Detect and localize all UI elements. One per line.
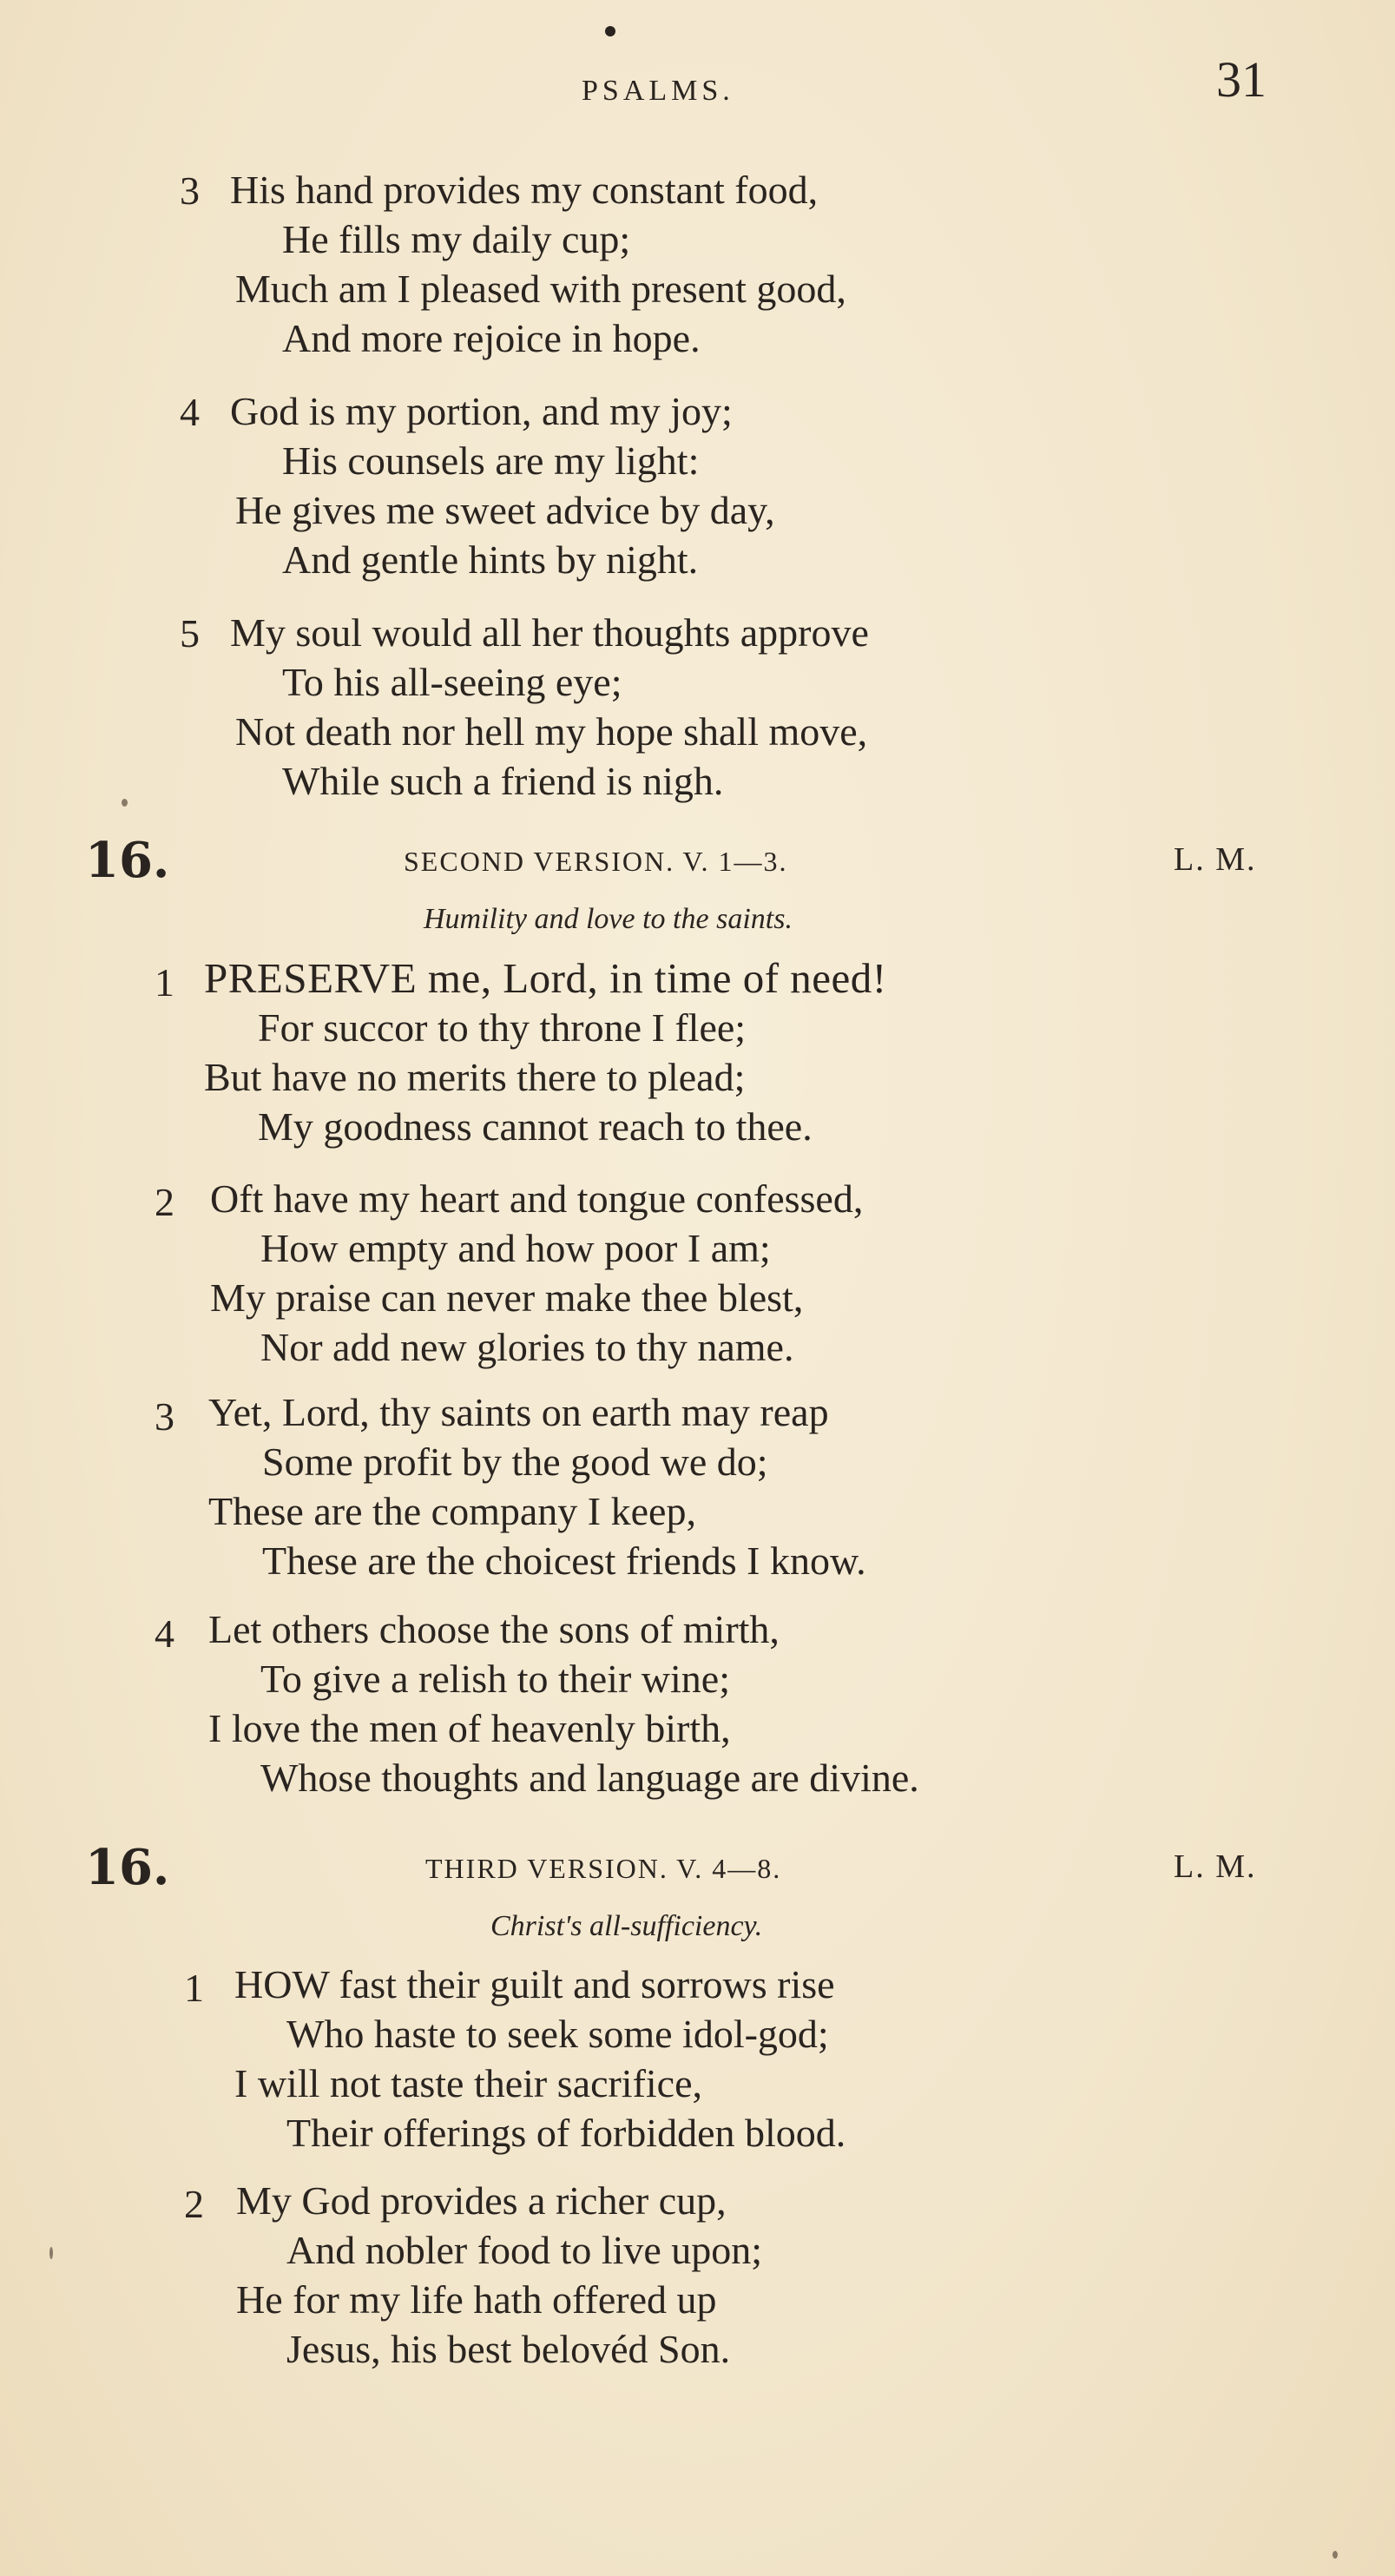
verse-line: His hand provides my constant food, <box>230 168 819 212</box>
stanza-second-2 <box>210 1174 863 1372</box>
verse-line: These are the company I keep, <box>208 1489 696 1533</box>
section-subtitle: Christ's all-sufficiency. <box>490 1910 763 1942</box>
verse-line: My goodness cannot reach to thee. <box>258 1104 813 1149</box>
paper-speck <box>49 2247 53 2259</box>
psalm-number: 16. <box>85 1839 170 1896</box>
verse-line: And gentle hints by night. <box>282 537 699 582</box>
stanza-second-4 <box>208 1604 919 1802</box>
verse-number: 4 <box>180 390 200 434</box>
verse-line: Jesus, his best belovéd Son. <box>286 2327 731 2371</box>
paper-speck <box>1332 2551 1338 2559</box>
stanza-second-1 <box>204 953 887 1151</box>
paper-speck <box>122 799 128 807</box>
verse-line: Not death nor hell my hope shall move, <box>235 709 868 754</box>
verse-number: 2 <box>155 1180 174 1224</box>
verse-line: He fills my daily cup; <box>282 217 631 261</box>
verse-line: My God provides a richer cup, <box>236 2178 727 2223</box>
verse-line: His counsels are my light: <box>282 438 700 483</box>
verse-number: 4 <box>155 1611 174 1656</box>
verse-number: 3 <box>180 168 200 213</box>
printer-mark <box>605 26 615 36</box>
version-title: SECOND VERSION. V. 1—3. <box>404 846 788 877</box>
section-subtitle: Humility and love to the saints. <box>424 903 793 935</box>
verse-line: How empty and how poor I am; <box>260 1226 771 1270</box>
verse-line: I will not taste their sacrifice, <box>234 2061 703 2105</box>
stanza-top-3 <box>230 165 846 363</box>
verse-line: My soul would all her thoughts approve <box>230 610 869 655</box>
verse-line: For succor to thy throne I flee; <box>258 1005 747 1050</box>
running-head: PSALMS. <box>582 75 734 107</box>
verse-line: He gives me sweet advice by day, <box>235 488 775 532</box>
verse-line: Let others choose the sons of mirth, <box>208 1607 780 1651</box>
verse-line: To his all-seeing eye; <box>282 660 622 704</box>
verse-line: HOW fast their guilt and sorrows rise <box>234 1962 835 2006</box>
verse-line: I love the men of heavenly birth, <box>208 1706 731 1750</box>
verse-line: But have no merits there to plead; <box>204 1055 746 1099</box>
verse-line: Some profit by the good we do; <box>262 1440 768 1484</box>
verse-line: To give a relish to their wine; <box>260 1657 730 1701</box>
verse-line: PRESERVE me, Lord, in time of need! <box>204 954 887 1002</box>
verse-line: And nobler food to live upon; <box>286 2228 763 2272</box>
verse-line: Much am I pleased with present good, <box>235 267 846 311</box>
verse-line: Their offerings of forbidden blood. <box>286 2111 846 2155</box>
version-title: THIRD VERSION. V. 4—8. <box>425 1853 782 1884</box>
meter-label: L. M. <box>1174 1848 1257 1885</box>
page-number: 31 <box>1216 51 1267 108</box>
verse-line: While such a friend is nigh. <box>282 759 724 803</box>
verse-number: 5 <box>180 611 200 656</box>
verse-number: 1 <box>184 1966 204 2010</box>
verse-line: Oft have my heart and tongue confessed, <box>210 1176 864 1221</box>
stanza-top-5 <box>230 608 869 806</box>
stanza-third-1 <box>234 1960 846 2158</box>
verse-line: These are the choicest friends I know. <box>262 1538 866 1583</box>
verse-number: 3 <box>155 1394 174 1439</box>
stanza-third-2 <box>236 2176 762 2374</box>
stanza-second-3 <box>208 1387 866 1585</box>
psalm-number: 16. <box>85 832 170 889</box>
meter-label: L. M. <box>1174 841 1257 878</box>
verse-line: God is my portion, and my joy; <box>230 389 733 433</box>
verse-line: Whose thoughts and language are divine. <box>260 1756 919 1800</box>
verse-line: And more rejoice in hope. <box>282 316 701 360</box>
verse-number: 2 <box>184 2182 204 2226</box>
verse-line: Who haste to seek some idol-god; <box>286 2012 829 2056</box>
verse-line: My praise can never make thee blest, <box>210 1275 804 1320</box>
verse-line: Yet, Lord, thy saints on earth may reap <box>208 1390 829 1434</box>
verse-number: 1 <box>155 960 174 1005</box>
verse-line: Nor add new glories to thy name. <box>260 1325 794 1369</box>
stanza-top-4 <box>230 386 775 584</box>
verse-line: He for my life hath offered up <box>236 2277 717 2322</box>
